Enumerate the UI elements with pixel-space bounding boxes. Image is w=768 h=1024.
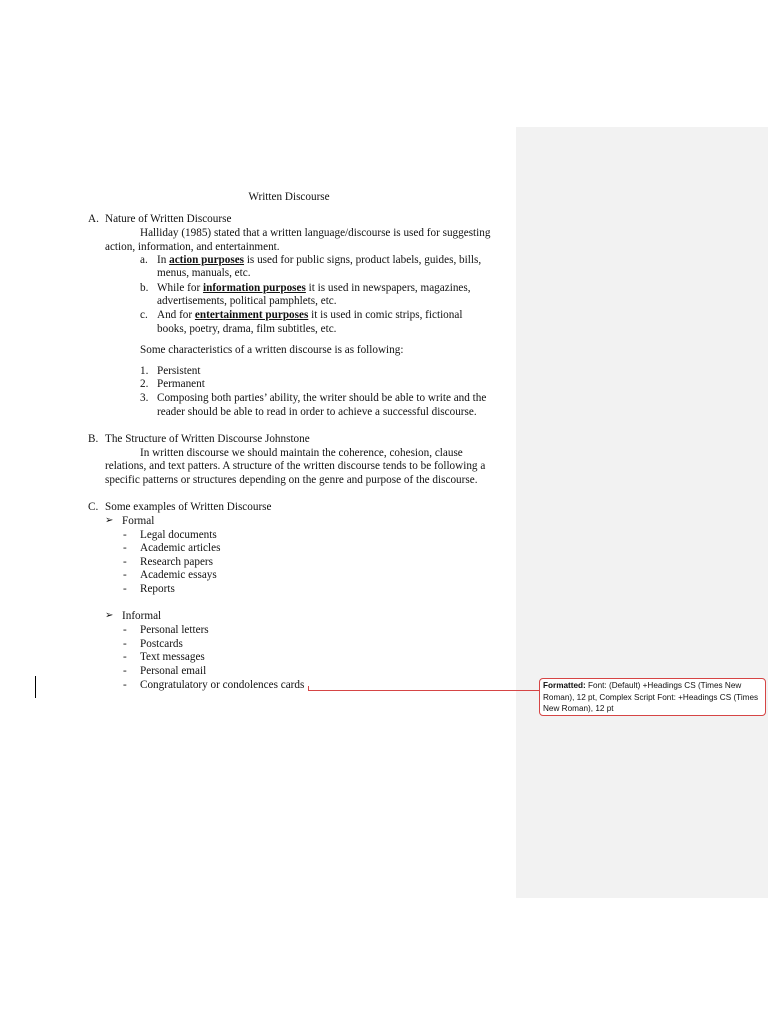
term-entertainment-purposes: entertainment purposes — [194, 309, 309, 321]
formal-label: Formal — [122, 515, 155, 527]
list-item-text: While for — [157, 282, 203, 294]
list-marker: a. — [140, 254, 148, 266]
list-item-text: In — [157, 254, 170, 266]
informal-item: Postcards — [140, 638, 183, 650]
characteristic-continuation: reader should be able to read in order to achieve a successful discourse. — [157, 406, 477, 418]
comment-leader-line — [311, 690, 541, 691]
list-marker: b. — [140, 282, 149, 294]
formal-item: Legal documents — [140, 529, 217, 541]
dash-bullet: - — [123, 679, 127, 691]
dash-bullet: - — [123, 583, 127, 595]
formal-item: Reports — [140, 583, 175, 595]
characteristic-item: Composing both parties’ ability, the writer should be able to write and the — [157, 392, 487, 404]
list-item-text: it is used in comic strips, fictional — [308, 309, 463, 321]
informal-item: Personal letters — [140, 624, 209, 636]
section-b-marker: B. — [88, 433, 99, 445]
characteristic-item: Persistent — [157, 365, 201, 377]
formal-item: Research papers — [140, 556, 213, 568]
dash-bullet: - — [123, 542, 127, 554]
list-item-text: is used for public signs, product labels, guides, bills, — [244, 254, 482, 266]
dash-bullet: - — [123, 651, 127, 663]
section-b-paragraph-line: relations, and text patters. A structure of the written discourse tends to be following a — [105, 460, 486, 472]
section-a-marker: A. — [88, 213, 99, 225]
list-item-action — [157, 253, 481, 267]
comment-label: Formatted: — [543, 681, 586, 690]
list-item-text: it is used in newspapers, magazines, — [305, 282, 471, 294]
comment-text: Font: (Default) +Headings CS (Times New Roman), 12 pt, Complex Script Font: +Headings CS (Times New Roman), 12 pt — [543, 681, 759, 713]
formal-item: Academic essays — [140, 569, 217, 581]
numbered-marker: 1. — [140, 365, 149, 377]
section-b-paragraph-line: specific patterns or structures depending on the genre and purpose of the discourse. — [105, 474, 478, 486]
list-marker: c. — [140, 309, 148, 321]
informal-item: Text messages — [140, 651, 205, 663]
document-title: Written Discourse — [248, 191, 330, 203]
informal-item: Congratulatory or condolences cards — [140, 679, 305, 691]
section-c-marker: C. — [88, 501, 99, 513]
characteristic-item: Permanent — [157, 378, 205, 390]
list-item-continuation: advertisements, political pamphlets, etc. — [157, 295, 337, 307]
markup-pane — [516, 127, 768, 898]
section-a-heading: Nature of Written Discourse — [105, 213, 232, 225]
arrow-bullet-icon: ➢ — [105, 610, 114, 621]
term-action-purposes: action purposes — [169, 254, 245, 266]
arrow-bullet-icon: ➢ — [105, 515, 114, 526]
term-information-purposes: information purposes — [202, 282, 306, 294]
numbered-marker: 2. — [140, 378, 149, 390]
dash-bullet: - — [123, 556, 127, 568]
list-item-information — [157, 281, 471, 295]
informal-item: Personal email — [140, 665, 207, 677]
section-a-paragraph-line: Halliday (1985) stated that a written language/discourse is used for suggesting — [140, 227, 491, 239]
list-item-text: And for — [157, 309, 195, 321]
numbered-marker: 3. — [140, 392, 149, 404]
revision-change-bar — [35, 676, 36, 698]
section-b-paragraph-line: In written discourse we should maintain the coherence, cohesion, clause — [140, 447, 463, 459]
list-item-entertainment — [157, 308, 462, 322]
informal-label: Informal — [122, 610, 162, 622]
section-a-paragraph-line: action, information, and entertainment. — [105, 241, 280, 253]
formal-item: Academic articles — [140, 542, 221, 554]
list-item-continuation: menus, manuals, etc. — [157, 267, 251, 279]
formatting-comment-balloon[interactable] — [539, 678, 766, 716]
section-b-heading: The Structure of Written Discourse Johnstone — [105, 433, 310, 445]
dash-bullet: - — [123, 638, 127, 650]
dash-bullet: - — [123, 665, 127, 677]
dash-bullet: - — [123, 529, 127, 541]
dash-bullet: - — [123, 624, 127, 636]
section-c-heading: Some examples of Written Discourse — [105, 501, 272, 513]
list-item-continuation: books, poetry, drama, film subtitles, etc. — [157, 323, 337, 335]
characteristics-intro: Some characteristics of a written discourse is as following: — [140, 344, 404, 356]
dash-bullet: - — [123, 569, 127, 581]
